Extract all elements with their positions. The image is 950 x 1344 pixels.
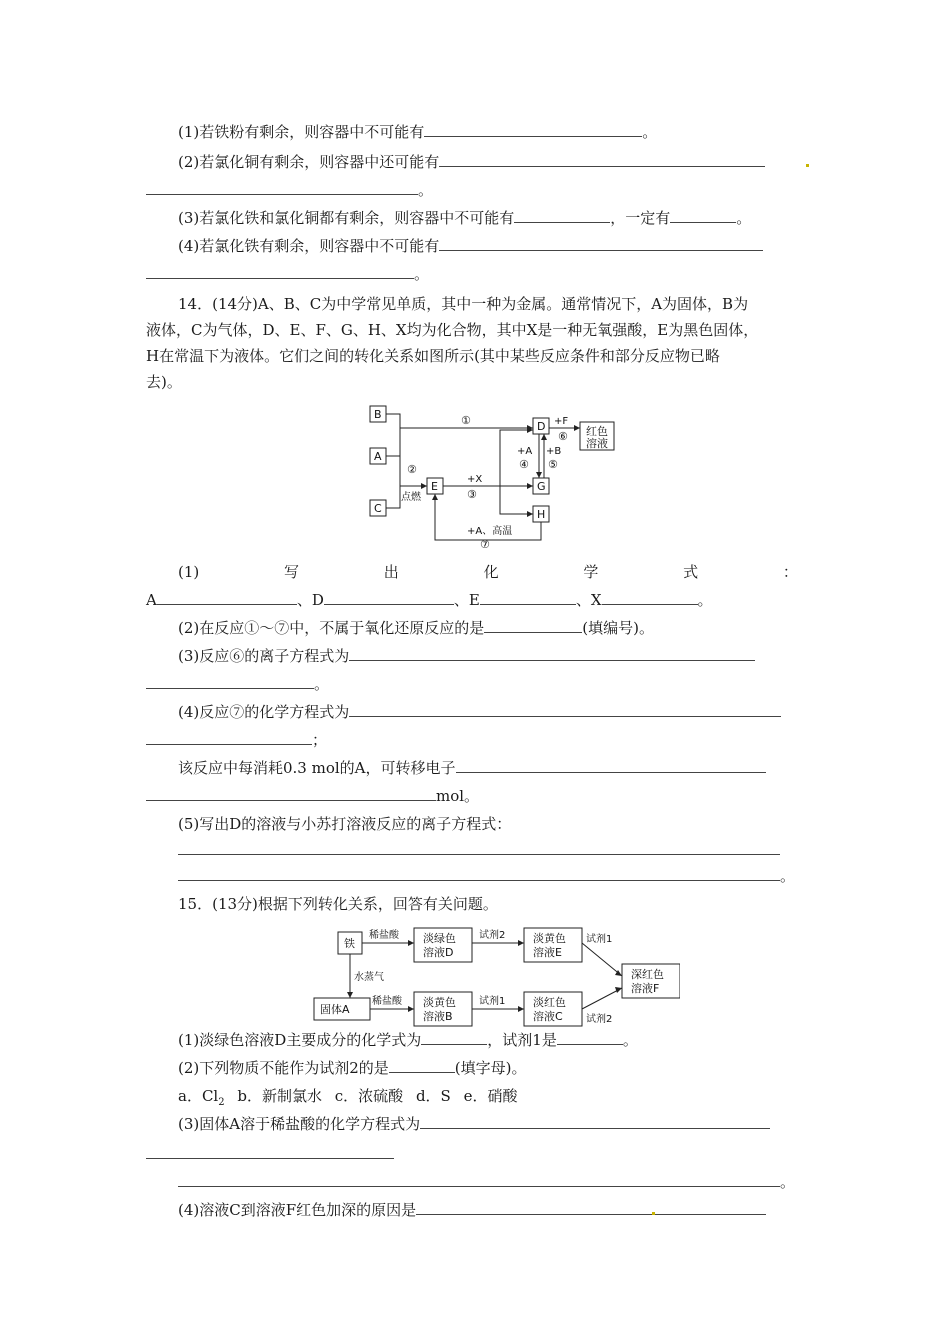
label-ignite: 点燃 [401,492,421,503]
label-plus-f: +F [554,416,569,427]
label-red2: 溶液 [586,437,608,450]
answer-blank-e[interactable] [480,590,576,605]
label-plus-x: +X [467,474,483,485]
answer-blank[interactable] [146,674,314,689]
label-r1: ① [461,414,471,427]
q14-part5-cont: 。 [178,866,795,886]
answer-blank[interactable] [439,152,765,167]
answer-line[interactable] [146,1158,394,1159]
label-red1: 红色 [586,425,608,438]
q15-part4: (4)溶液C到溶液F红色加深的原因是 [178,1200,766,1220]
option-c: c．浓硫酸 [334,1087,404,1105]
answer-blank[interactable] [416,1200,766,1215]
label-reagent1-a: 试剂1 [586,934,613,945]
answer-blank[interactable] [439,236,763,251]
label-b2: 溶液B [423,1010,453,1023]
answer-blank[interactable] [514,208,610,223]
q14-part4b-cont: mol。 [146,786,479,806]
answer-blank[interactable] [456,758,766,773]
q15-part2: (2)下列物质不能作为试剂2的是 (填字母)。 [178,1059,527,1077]
q13-part4: (4)若氯化铁有剩余，则容器中不可能有 [178,236,763,256]
q14-p1-answers: A 、D 、E 、X 。 [146,591,713,609]
q14-part4b: 该反应中每消耗0.3 mol的A，可转移电子 [178,758,766,778]
label-plus-a: +A [517,446,533,457]
answer-blank[interactable] [424,122,642,137]
q14-p1-heading: (1) 写 出 化 学 式 ： [178,563,798,581]
label-h: H [537,508,546,521]
label-solid-a: 固体A [320,1003,350,1016]
answer-blank[interactable] [484,618,582,633]
label-e: E [431,480,438,493]
q14-diagram [360,398,630,548]
answer-blank[interactable] [670,208,736,223]
q15-part3: (3)固体A溶于稀盐酸的化学方程式为 [178,1114,770,1134]
answer-blank[interactable] [146,786,436,801]
label-d: D [537,420,546,433]
q13-part2: (2)若氯化铜有剩余，则容器中还可能有 [178,152,765,172]
answer-blank-x[interactable] [602,590,698,605]
q14-part2: (2)在反应①～⑦中，不属于氧化还原反应的是 (填编号)。 [178,619,654,637]
answer-blank[interactable] [557,1030,623,1045]
label-b1: 淡黄色 [423,996,456,1009]
q15-intro: 15．(13分)根据下列转化关系，回答有关问题。 [178,895,498,913]
q14-part3: (3)反应⑥的离子方程式为 [178,646,755,666]
label-c: C [374,502,382,515]
q13-part4-cont: 。 [146,264,429,284]
label-c1: 淡红色 [533,996,566,1009]
option-e: e．硝酸 [463,1087,518,1105]
answer-blank[interactable] [349,702,781,717]
answer-blank[interactable] [178,866,780,881]
option-d: d．S [415,1087,451,1105]
label-r6: ⑥ [558,430,568,443]
option-a: a．$Cl_2$ [178,1087,225,1108]
answer-blank[interactable] [146,730,312,745]
label-r2: ② [407,463,417,476]
q15-part1: (1)淡绿色溶液D主要成分的化学式为 ，试剂1是 。 [178,1031,638,1049]
label-b: B [374,408,382,421]
label-hcl-2: 稀盐酸 [372,996,402,1007]
answer-line[interactable] [178,854,780,855]
q14-part4-cont: ； [146,730,327,750]
q15-diagram [310,922,680,1032]
label-plus-b: +B [546,446,562,457]
q14-intro-line1: 14．(14分)A、B、C为中学常见单质，其中一种为金属。通常情况下，A为固体，B为 [178,295,749,313]
q14-intro-line2: 液体，C为气体，D、E、F、G、H、X均为化合物，其中X是一种无氧强酸，E为黑色固体， [146,321,759,339]
q14-intro-line4: 去)。 [146,373,182,391]
label-reagent2-a: 试剂2 [479,930,506,941]
answer-blank[interactable] [146,264,414,279]
q14-intro-line3: H在常温下为液体。它们之间的转化关系如图所示(其中某些反应条件和部分反应物已略 [146,347,720,365]
label-d2: 溶液D [423,946,454,959]
answer-blank[interactable] [389,1058,455,1073]
label-reagent1-b: 试剂1 [479,996,506,1007]
label-r7: ⑦ [480,538,490,548]
q13-part1: (1)若铁粉有剩余，则容器中不可能有 。 [178,123,658,141]
label-e1: 淡黄色 [533,932,566,945]
answer-blank[interactable] [349,646,755,661]
label-r5: ⑤ [548,458,558,471]
label-r3: ③ [467,488,477,501]
q15-part3-cont: 。 [178,1172,795,1192]
answer-blank-a[interactable] [157,590,297,605]
label-g: G [537,480,546,493]
q14-part5: (5)写出D的溶液与小苏打溶液反应的离子方程式： [178,815,512,833]
answer-blank[interactable] [420,1114,770,1129]
label-e2: 溶液E [533,946,562,959]
q13-part2-cont: 。 [146,180,433,200]
label-plus-a-high: +A、高温 [467,526,513,537]
q13-part3: (3)若氯化铁和氯化铜都有剩余，则容器中不可能有 ，一定有 。 [178,209,752,227]
answer-blank[interactable] [146,180,418,195]
q15-options [178,1086,518,1113]
answer-blank[interactable] [178,1172,780,1187]
q14-part3-cont: 。 [146,674,329,694]
label-d1: 淡绿色 [423,932,456,945]
answer-blank[interactable] [421,1030,487,1045]
label-steam: 水蒸气 [354,972,384,983]
option-b: b．新制氯水 [237,1087,322,1105]
stray-dot [652,1212,655,1215]
label-f1: 深红色 [631,968,664,981]
label-reagent2-b: 试剂2 [586,1014,613,1025]
label-iron: 铁 [344,937,355,950]
label-f2: 溶液F [631,982,660,995]
label-hcl-1: 稀盐酸 [369,930,399,941]
label-c2: 溶液C [533,1010,563,1023]
label-a: A [374,450,382,463]
label-r4: ④ [519,458,529,471]
answer-blank-d[interactable] [324,590,454,605]
stray-dot [806,164,809,167]
q14-part4: (4)反应⑦的化学方程式为 [178,702,781,722]
